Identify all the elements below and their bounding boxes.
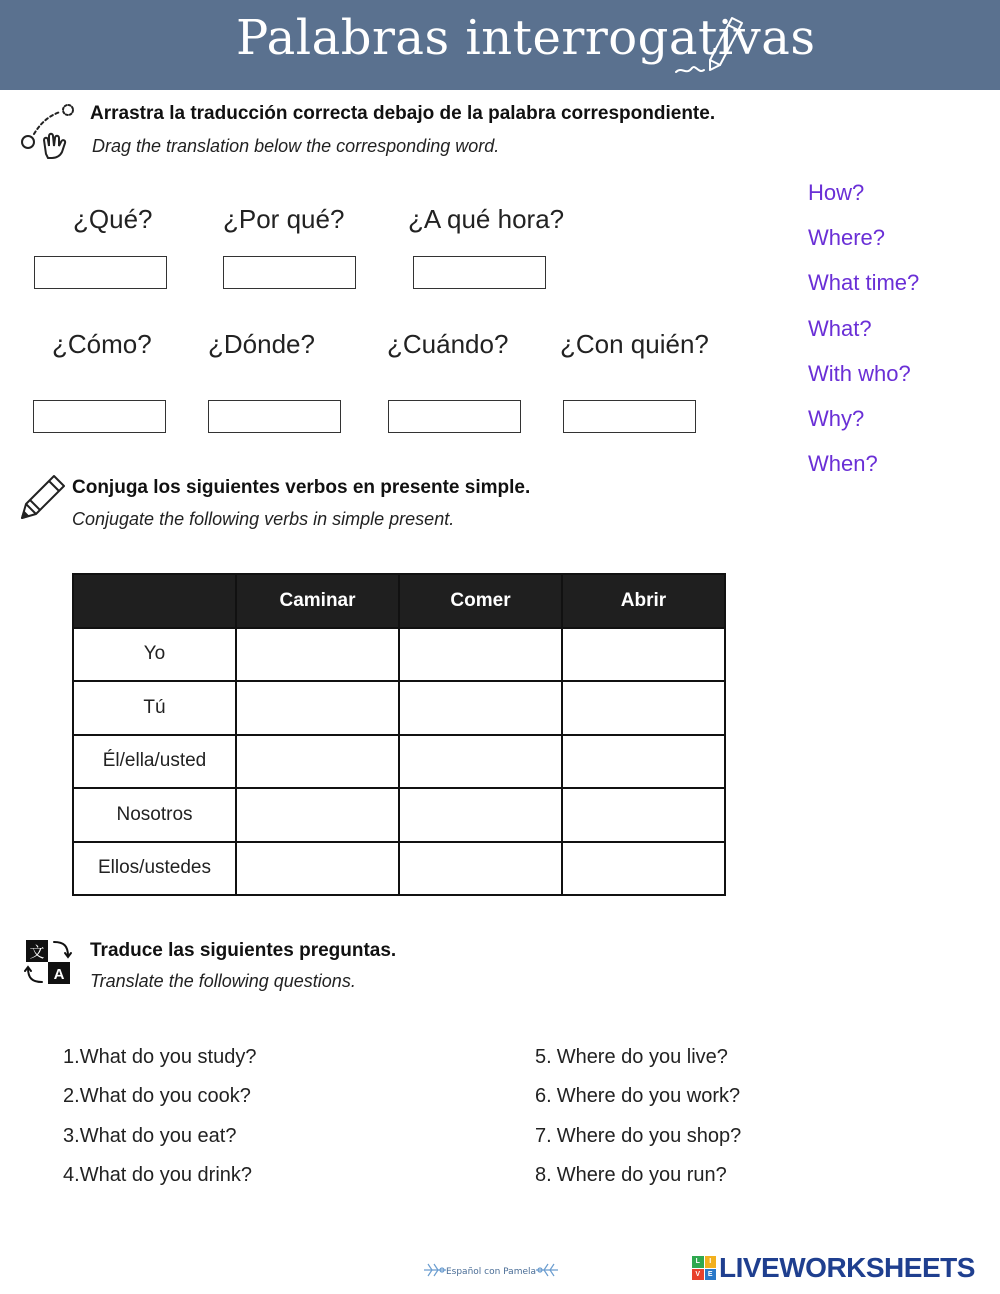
table-row [73,735,725,789]
drop-box-cuando[interactable] [388,400,521,433]
list-item [63,1125,256,1164]
list-item [535,1164,741,1203]
translate-icon [24,938,74,986]
badge-letter: V [692,1269,704,1281]
word-donde: ¿Dónde? [208,329,315,359]
question-number: 3. [63,1124,80,1147]
list-item [63,1046,256,1085]
drag-option-with-who[interactable]: With who? [808,361,911,386]
question-number: 4. [63,1163,80,1186]
answer-cell[interactable] [399,681,562,735]
svg-text:A: A [53,966,65,983]
question-number: 6. [535,1085,552,1108]
word-como: ¿Cómo? [52,329,152,359]
drop-box-donde[interactable] [208,400,341,433]
table-header-row [73,574,725,628]
list-item [63,1164,256,1203]
pencil-icon [18,472,68,522]
instruction-block-2 [72,477,530,530]
answer-cell[interactable] [562,788,725,842]
table-row [73,788,725,842]
answer-cell[interactable] [236,735,399,789]
question-number: 2. [63,1085,80,1108]
drag-option-how[interactable]: How? [808,180,865,205]
word-con-quien: ¿Con quién? [560,329,709,359]
word-que: ¿Qué? [73,204,153,234]
pronoun-cell: Nosotros [73,788,236,842]
list-item [535,1125,741,1164]
badge-letter: I [705,1256,717,1268]
answer-cell[interactable] [236,842,399,896]
question-text: What do you eat? [79,1124,237,1147]
question-number: 8. [535,1163,552,1186]
answer-cell[interactable] [236,681,399,735]
question-number: 5. [535,1046,552,1068]
liveworksheets-wordmark: LIVEWORKSHEETS [719,1252,975,1283]
word-por-que: ¿Por qué? [223,204,345,234]
table-header-caminar: Caminar [236,574,399,628]
badge-letter: E [705,1269,717,1281]
drop-box-con-quien[interactable] [563,400,696,433]
drag-option-what-time[interactable]: What time? [808,270,920,295]
drop-box-por-que[interactable] [223,256,356,289]
answer-cell[interactable] [562,735,725,789]
table-row [73,842,725,896]
pronoun-cell: Él/ella/usted [73,735,236,789]
instruction-spanish: Traduce las siguientes preguntas. [90,940,397,961]
question-list-right [535,1046,741,1203]
conjugation-table [72,573,726,896]
question-text: Where do you work? [556,1085,741,1108]
question-text: What do you cook? [79,1085,251,1108]
list-item [535,1046,741,1085]
question-text: Where do you live? [556,1046,728,1068]
drag-option-why[interactable]: Why? [808,406,865,431]
answer-cell[interactable] [399,842,562,896]
answer-cell[interactable] [562,842,725,896]
drop-box-que[interactable] [34,256,167,289]
answer-cell[interactable] [399,735,562,789]
drop-box-a-que-hora[interactable] [413,256,546,289]
liveworksheets-badge [692,1256,716,1280]
table-header-comer: Comer [399,574,562,628]
table-header-empty [73,574,236,628]
instruction-spanish: Arrastra la traducción correcta debajo de la palabra correspondiente. [90,103,716,124]
author-logo [420,1255,562,1285]
answer-cell[interactable] [562,681,725,735]
answer-cell[interactable] [399,788,562,842]
pronoun-cell: Yo [73,628,236,682]
drag-option-where[interactable]: Where? [808,225,886,250]
word-a-que-hora: ¿A qué hora? [408,204,565,234]
page-title: Palabras interrogativas [236,10,816,66]
instruction-english: Drag the translation below the corresponding word. [92,136,500,156]
drag-hand-icon [18,102,76,160]
badge-letter: L [692,1256,704,1268]
question-text: What do you study? [79,1046,257,1068]
question-number: 7. [535,1124,552,1147]
pronoun-cell: Ellos/ustedes [73,842,236,896]
instruction-block-1 [90,103,715,157]
svg-text:文: 文 [29,943,45,961]
pronoun-cell: Tú [73,681,236,735]
question-number: 1. [63,1046,80,1068]
list-item [63,1085,256,1124]
table-row [73,628,725,682]
instruction-spanish: Conjuga los siguientes verbos en presente simple. [72,477,531,498]
instruction-english: Translate the following questions. [90,971,356,991]
answer-cell[interactable] [236,628,399,682]
list-item [535,1085,741,1124]
page-header [0,0,1000,90]
drop-box-como[interactable] [33,400,166,433]
answer-cell[interactable] [562,628,725,682]
answer-cell[interactable] [236,788,399,842]
drag-option-when[interactable]: When? [808,451,878,476]
table-header-abrir: Abrir [562,574,725,628]
drag-option-what[interactable]: What? [808,316,872,341]
author-logo-text: Español con Pamela [445,1267,537,1277]
question-text: Where do you run? [556,1163,727,1186]
question-text: Where do you shop? [556,1124,742,1147]
instruction-block-3 [90,940,396,992]
liveworksheets-logo [692,1252,975,1284]
answer-cell[interactable] [399,628,562,682]
question-list-left [63,1046,256,1203]
question-text: What do you drink? [79,1163,253,1186]
pencil-doodle-icon [670,10,750,82]
instruction-english: Conjugate the following verbs in simple present. [72,509,455,529]
word-cuando: ¿Cuándo? [387,329,509,359]
table-row [73,681,725,735]
